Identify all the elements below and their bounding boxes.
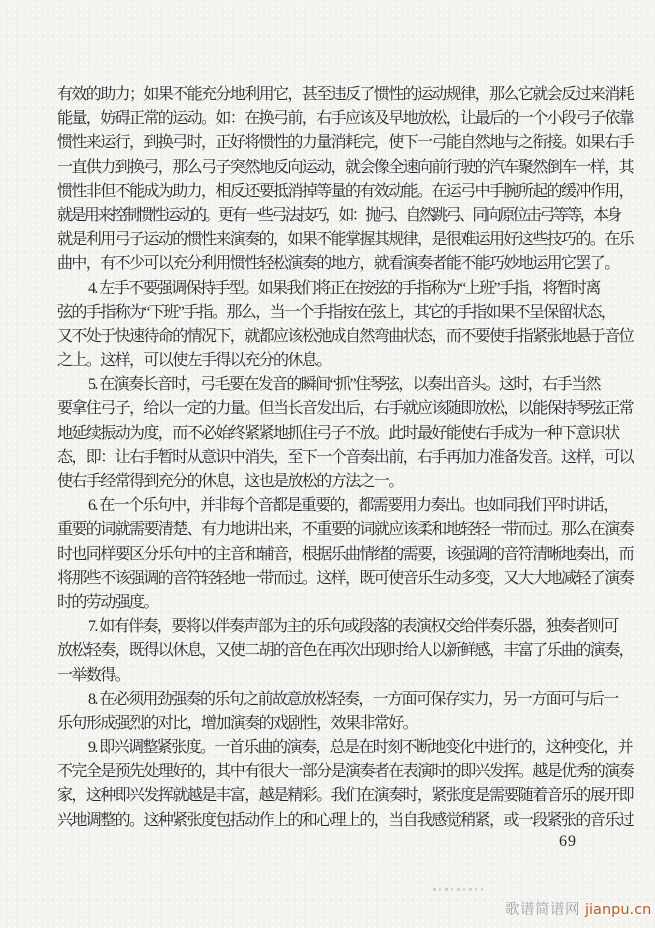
text-line: 7. 如有伴奏，要将以伴奏声部为主的乐句或段落的表演权交给伴奏乐器，独奏者则可 <box>88 618 618 636</box>
text-line: 有效的助力；如果不能充分地利用它，甚至违反了惯性的运动规律，那么它就会反过来消耗 <box>57 86 634 103</box>
text-line: 之上。这样，可以使左手得以充分的休息。 <box>57 352 331 370</box>
text-line: 一直供力到换弓，那么弓子突然地反向运动，就会像全速向前行驶的汽车聚然倒车一样，其 <box>57 158 634 176</box>
text-line: 就是用来控制惯性运动的。更有一些弓法技巧，如：抛弓、自然跳弓、同向原位击弓等等，本身 <box>57 206 620 224</box>
body-text <box>57 83 634 833</box>
text-line: 态，即：让右手暂时从意识中消失，至下一个音奏出前，右手再加力准备发音。这样，可以 <box>57 448 634 466</box>
text-line: 时也同样要区分乐句中的主音和辅音，根据乐曲情绪的需要，该强调的音符清晰地奏出，而 <box>57 545 634 563</box>
watermark-site-name: 歌谱简谱网 <box>505 902 580 918</box>
text-line: 家，这种即兴发挥就越是丰富，越是精彩。我们在演奏时，紧张度是需要随着音乐的展开即 <box>57 787 634 805</box>
text-line: 6. 在一个乐句中，并非每个音都是重要的，都需要用力奏出。也如同我们平时讲话， <box>88 497 618 515</box>
text-line: 使右手经常得到充分的休息，这也是放松的方法之一。 <box>57 473 403 490</box>
text-line: 重要的词就需要清楚、有力地讲出来，不重要的词就应该柔和地轻轻一带而过。那么在演奏 <box>57 521 634 539</box>
page-number: 69 <box>559 833 577 850</box>
text-line: 时的劳动强度。 <box>57 593 158 611</box>
watermark <box>505 901 651 919</box>
text-line: 惯性非但不能成为助力，相反还要抵消掉等量的有效动能。在运弓中手腕所起的缓冲作用， <box>57 182 634 200</box>
text-line: 将那些不该强调的音符轻轻地一带而过。这样，既可使音乐生动多变，又大大地减轻了演奏 <box>57 569 634 587</box>
scan-artifact-dashes <box>433 888 483 891</box>
text-line: 地延续振动为度，而不必始终紧紧地抓住弓子不放。此时最好能使右手成为一种下意识状 <box>57 424 619 442</box>
text-line: 9. 即兴调整紧张度。一首乐曲的演奏，总是在时刻不断地变化中进行的，这种变化，并 <box>88 739 633 757</box>
text-line: 一举数得。 <box>57 666 130 684</box>
text-line: 兴地调整的。这种紧张度包括动作上的和心理上的，当自我感觉稍紧，或一段紧张的音乐过 <box>57 811 634 829</box>
text-line: 乐句形成强烈的对比，增加演奏的戏剧性，效果非常好。 <box>57 714 418 732</box>
text-line: 8. 在必须用劲强奏的乐句之前故意放松轻奏，一方面可保存实力，另一方面可与后一 <box>88 690 618 708</box>
watermark-site-url: jianpu.cn <box>585 902 652 918</box>
text-line: 曲中，有不少可以充分利用惯性轻松演奏的地方，就看演奏者能不能巧妙地运用它罢了。 <box>57 255 619 273</box>
text-line: 4. 左手不要强调保持手型。如果我们将正在按弦的手指称为“上班”手指，将暂时离 <box>88 279 600 297</box>
text-line: 弦的手指称为“下班”手指。那么，当一个手指按在弦上，其它的手指如果不呈保留状态， <box>57 303 616 321</box>
text-line: 惯性来运行，到换弓时，正好将惯性的力量消耗完，使下一弓能自然地与之衔接。如果右手 <box>57 134 634 152</box>
text-line: 5. 在演奏长音时，弓毛要在发音的瞬间“抓”住琴弦，以奏出音头。这时，右手当然 <box>88 376 600 394</box>
text-line: 不完全是预先处理好的，其中有很大一部分是演奏者在表演时的即兴发挥。越是优秀的演奏 <box>57 763 634 781</box>
text-line: 放松轻奏，既得以休息，又使二胡的音色在再次出现时给人以新鲜感，丰富了乐曲的演奏， <box>57 642 634 660</box>
text-line: 能量，妨碍正常的运动。如：在换弓前，右手应该及早地放松，让最后的一个小段弓子依靠 <box>57 110 634 128</box>
text-line: 就是利用弓子运动的惯性来演奏的，如果不能掌握其规律，是很难运用好这些技巧的。在乐 <box>57 231 634 249</box>
text-line: 又不处于快速待命的情况下，就都应该松弛成自然弯曲状态，而不要使手指紧张地悬于音位 <box>57 327 634 345</box>
text-line: 要拿住弓子，给以一定的力量。但当长音发出后，右手就应该随即放松，以能保持琴弦正常 <box>57 400 634 418</box>
